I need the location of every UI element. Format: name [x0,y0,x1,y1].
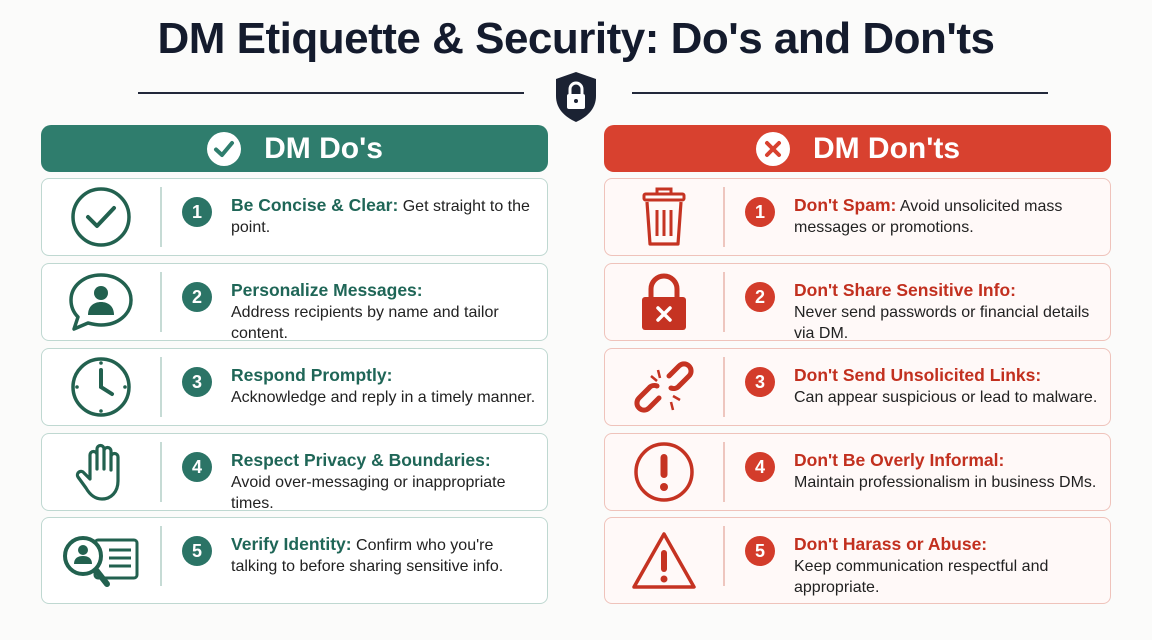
do-heading: Be Concise & Clear: [231,195,399,215]
dos-header [41,125,548,172]
dont-number: 1 [745,197,775,227]
dont-card-4 [604,433,1111,511]
lock-x-icon [631,271,697,333]
do-body: Confirm who you're talking to before sharing sensitive info. [231,537,504,575]
do-number: 2 [182,282,212,312]
dos-column [41,125,548,575]
dont-number: 2 [745,282,775,312]
do-number: 4 [182,452,212,482]
donts-header [604,125,1111,172]
dont-heading: Don't Spam: [794,195,897,215]
do-card-2 [41,263,548,341]
dont-body: Avoid unsolicited mass messages or promotions. [794,198,1063,236]
donts-header-label: DM Don'ts [812,131,961,165]
chat-user-icon [68,271,134,333]
dont-heading: Don't Share Sensitive Info: [794,280,1016,300]
shield-lock-icon [552,70,600,124]
do-number: 3 [182,367,212,397]
dont-card-1 [604,178,1111,256]
title-rule-right [632,92,1048,94]
do-heading: Personalize Messages: [231,280,423,300]
x-circle-icon [755,131,791,167]
check-circle-icon [206,131,242,167]
trash-icon [631,186,697,248]
dont-body: Keep communication respectful and appropriate. [794,558,1049,596]
dont-card-5 [604,517,1111,604]
do-number: 5 [182,536,212,566]
dont-card-2 [604,263,1111,341]
do-body: Acknowledge and reply in a timely manner. [231,389,536,406]
dont-number: 3 [745,367,775,397]
dont-heading: Don't Be Overly Informal: [794,450,1005,470]
dont-heading: Don't Harass or Abuse: [794,534,988,554]
hand-stop-icon [68,441,134,503]
broken-link-icon [631,356,697,418]
dont-heading: Don't Send Unsolicited Links: [794,365,1042,385]
do-body: Get straight to the point. [231,198,530,236]
do-heading: Verify Identity: [231,534,352,554]
dont-body: Can appear suspicious or lead to malware. [794,389,1098,406]
clock-icon [68,356,134,418]
id-magnifier-icon [60,530,142,592]
dont-card-3 [604,348,1111,426]
dont-body: Maintain professionalism in business DMs. [794,474,1097,491]
dont-number: 5 [745,536,775,566]
warning-triangle-icon [631,530,697,592]
do-heading: Respond Promptly: [231,365,393,385]
donts-column [604,125,1111,596]
title-rule-left [138,92,524,94]
do-heading: Respect Privacy & Boundaries: [231,450,491,470]
do-body: Avoid over-messaging or inappropriate times. [231,474,506,512]
dont-body: Never send passwords or financial details via DM. [794,304,1090,342]
do-card-1 [41,178,548,256]
do-card-5 [41,517,548,604]
dos-header-label: DM Do's [264,131,383,165]
page-title: DM Etiquette & Security: Do's and Don'ts [157,14,995,63]
dont-number: 4 [745,452,775,482]
do-card-4 [41,433,548,511]
do-number: 1 [182,197,212,227]
do-card-3 [41,348,548,426]
check-circle-icon [68,186,134,248]
exclamation-circle-icon [631,441,697,503]
do-body: Address recipients by name and tailor content. [231,304,499,342]
